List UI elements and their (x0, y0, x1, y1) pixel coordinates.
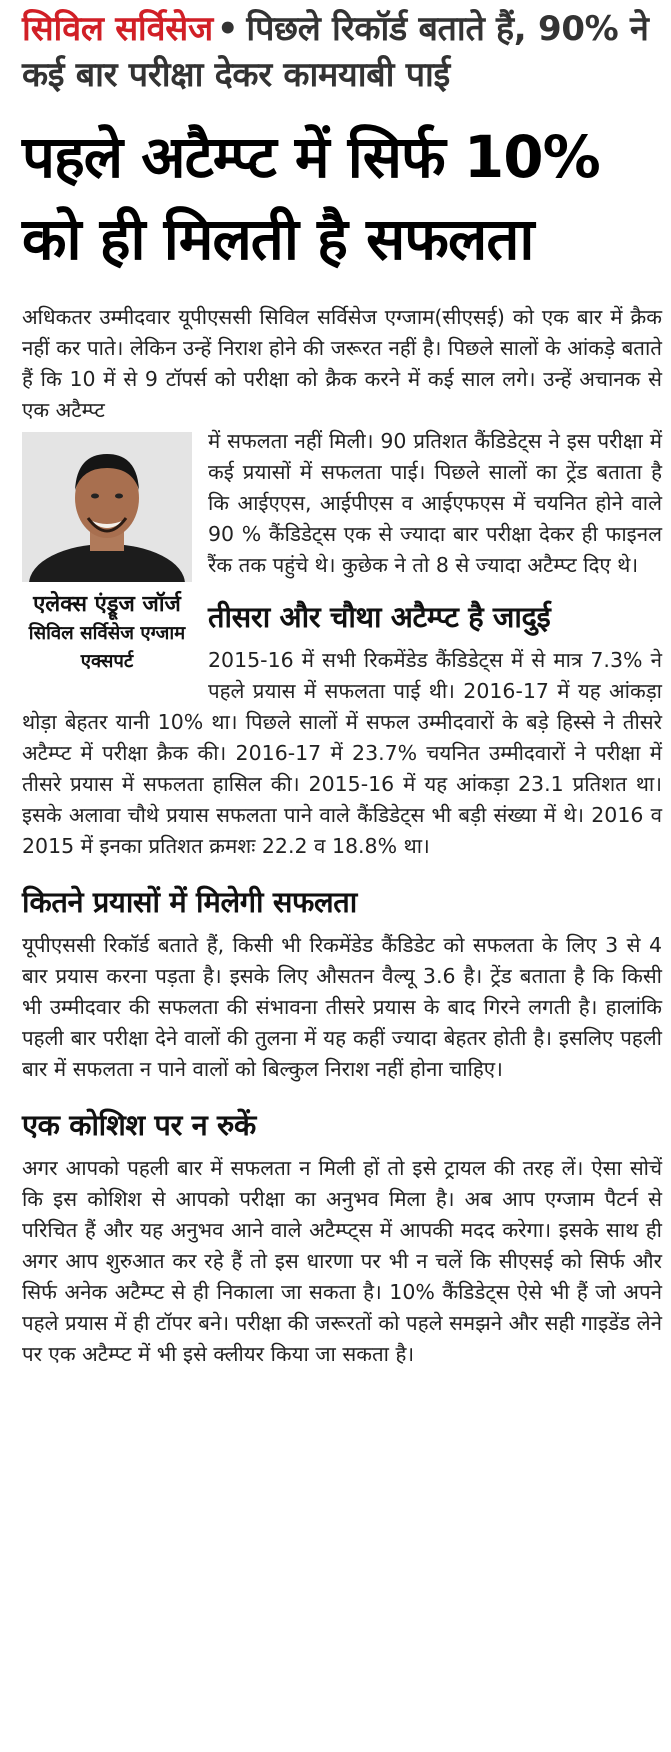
section-body: 2015-16 में सभी रिकमेंडेड कैंडिडेट्स में से मात्र 7.3% ने पहले प्रयास में सफलता पाई थी। 2016-17 में यह आंकड़ा थोड़ा बेहतर यानी 10% था। पिछले सालों में सफल उम्मीदवारों के बड़े हिस्से ने तीसरे अटैम्प्ट में परीक्षा क्रैक की। 2016-17 में 23.7% चयनित उम्मीदवारों ने परीक्षा में तीसरे प्रयास में सफलता हासिल की। 2015-16 में यह आंकड़ा 23.1 प्रतिशत था। इसके अलावा चौथे प्रयास सफलता पाने वाले कैंडिडेट्स भी बड़ी संख्या में थे। 2016 व 2015 में इनका प्रतिशत क्रमशः 22.2 व 18.8% था। (22, 648, 662, 858)
article (22, 6, 662, 1370)
headline: पहले अटैम्प्ट में सिर्फ 10% को ही मिलती है सफलता (22, 123, 600, 273)
author-name: एलेक्स एंड्रूज जॉर्ज (33, 592, 181, 617)
section-heading: तीसरा और चौथा अटैम्प्ट है जादुई (208, 600, 551, 634)
kicker-text: पिछले रिकॉर्ड बताते हैं, 90% ने कई बार परीक्षा देकर कामयाबी पाई (22, 9, 649, 95)
kicker-label: सिविल सर्विसेज (22, 9, 213, 49)
section-body: अगर आपको पहली बार में सफलता न मिली हों तो इसे ट्रायल की तरह लें। ऐसा सोचें कि इस कोशिश से आपको परीक्षा का अनुभव मिला है। अब आप एग्जाम पैटर्न से परिचित हैं और यह अनुभव आने वाले अटैम्प्ट्स में आपकी मदद करेगा। इसके साथ ही अगर आप शुरुआत कर रहे हैं तो इस धारणा पर भी न चलें कि सीएसई को सिर्फ और सिर्फ अनेक अटैम्प्ट से ही निकाला जा सकता है। 10% कैंडिडेट्स ऐसे भी हैं जो अपने पहले प्रयास में ही टॉपर बने। परीक्षा की जरूरतों को पहले समझने और सही गाइडेंड लेने पर एक अटैम्प्ट में भी इसे क्लीयर किया जा सकता है। (22, 1156, 662, 1366)
intro-paragraph: अधिकतर उम्मीदवार यूपीएससी सिविल सर्विसेज एग्जाम(सीएसई) को एक बार में क्रैक नहीं कर पाते। लेकिन उन्हें निराश होने की जरूरत नहीं है। पिछले सालों के आंकड़े बताते हैं कि 10 में से 9 टॉपर्स को परीक्षा को क्रैक करने में कई साल लगे। उन्हें अचानक से एक अटैम्प्ट (22, 305, 662, 422)
author-box (22, 432, 192, 676)
author-role: सिविल सर्विसेज एग्जाम एक्सपर्ट (28, 623, 186, 672)
author-portrait-image (22, 432, 192, 582)
kicker-bullet: • (216, 9, 239, 49)
author-photo (22, 432, 192, 582)
section-heading: कितने प्रयासों में मिलेगी सफलता (22, 885, 357, 919)
intro-paragraph-continued: में सफलता नहीं मिली। 90 प्रतिशत कैंडिडेट्स ने इस परीक्षा में कई प्रयासों में सफलता पाई। पिछले सालों का ट्रेंड बताता है कि आईएएस, आईपीएस व आईएफएस में चयनित होने वाले 90 % कैंडिडेट्स एक से ज्यादा बार परीक्षा देकर ही फाइनल रैंक तक पहुंचे थे। कुछेक ने तो 8 से ज्यादा अटैम्प्ट दिए थे। (208, 429, 662, 577)
kicker (22, 6, 662, 98)
intro-wrap (22, 426, 662, 862)
section-heading: एक कोशिश पर न रुकें (22, 1108, 256, 1142)
section-body: यूपीएससी रिकॉर्ड बताते हैं, किसी भी रिकमेंडेड कैंडिडेट को सफलता के लिए 3 से 4 बार प्रयास करना पड़ता है। इसके लिए औसतन वैल्यू 3.6 है। ट्रेंड बताता है कि किसी भी उम्मीदवार की सफलता की संभावना तीसरे प्रयास के बाद गिरने लगती है। हालांकि पहली बार परीक्षा देने वालों की तुलना में यह कहीं ज्यादा बेहतर होती है। इसलिए पहली बार में सफलता न पाने वालों को बिल्कुल निराश नहीं होना चाहिए। (22, 933, 662, 1081)
